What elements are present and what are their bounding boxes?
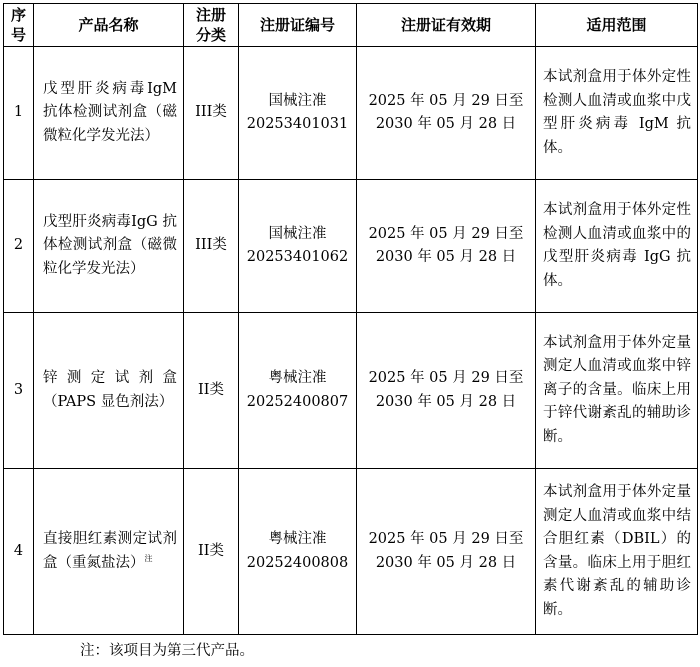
table-row	[4, 180, 698, 313]
validity-period: 2025 年 05 月 29 日至 2030 年 05 月 28 日	[357, 313, 536, 469]
validity-period: 2025 年 05 月 29 日至 2030 年 05 月 28 日	[357, 469, 536, 635]
product-name: 戊型肝炎病毒IgG 抗体检测试剂盒（磁微粒化学发光法）	[34, 180, 184, 313]
validity-period: 2025 年 05 月 29 日至 2030 年 05 月 28 日	[357, 180, 536, 313]
application-scope: 本试剂盒用于体外定性检测人血清或血浆中戊型肝炎病毒 IgM 抗体。	[536, 47, 698, 180]
table-row	[4, 469, 698, 635]
registration-category: II类	[184, 469, 239, 635]
application-scope: 本试剂盒用于体外定量测定人血清或血浆中锌离子的含量。临床上用于锌代谢紊乱的辅助诊断。	[536, 313, 698, 469]
registration-category: III类	[184, 47, 239, 180]
registration-category: II类	[184, 313, 239, 469]
table-row	[4, 313, 698, 469]
row-no: 3	[4, 313, 34, 469]
registration-number: 国械注准 20253401062	[239, 180, 357, 313]
registration-category: III类	[184, 180, 239, 313]
header-reg-no: 注册证编号	[239, 4, 357, 47]
footnote-marker: 注	[144, 553, 153, 563]
table-header-row	[4, 4, 698, 47]
footnote: 注：该项目为第三代产品。	[80, 643, 254, 659]
table-row	[4, 47, 698, 180]
product-name: 锌测定试剂盒（PAPS 显色剂法）	[34, 313, 184, 469]
validity-period: 2025 年 05 月 29 日至 2030 年 05 月 28 日	[357, 47, 536, 180]
registration-number: 粤械注准 20252400808	[239, 469, 357, 635]
row-no: 1	[4, 47, 34, 180]
registration-table	[3, 3, 698, 635]
product-name: 戊型肝炎病毒IgM 抗体检测试剂盒（磁微粒化学发光法）	[34, 47, 184, 180]
row-no: 4	[4, 469, 34, 635]
header-name: 产品名称	[34, 4, 184, 47]
header-no: 序号	[4, 4, 34, 47]
registration-number: 粤械注准 20252400807	[239, 313, 357, 469]
header-scope: 适用范围	[536, 4, 698, 47]
header-validity: 注册证有效期	[357, 4, 536, 47]
product-name: 直接胆红素测定试剂盒（重氮盐法）$^注$	[34, 469, 184, 635]
registration-number: 国械注准 20253401031	[239, 47, 357, 180]
application-scope: 本试剂盒用于体外定量测定人血清或血浆中结合胆红素（DBIL）的含量。临床上用于胆红素代谢紊乱的辅助诊断。	[536, 469, 698, 635]
header-category: 注册分类	[184, 4, 239, 47]
row-no: 2	[4, 180, 34, 313]
application-scope: 本试剂盒用于体外定性检测人血清或血浆中的戊型肝炎病毒 IgG 抗体。	[536, 180, 698, 313]
